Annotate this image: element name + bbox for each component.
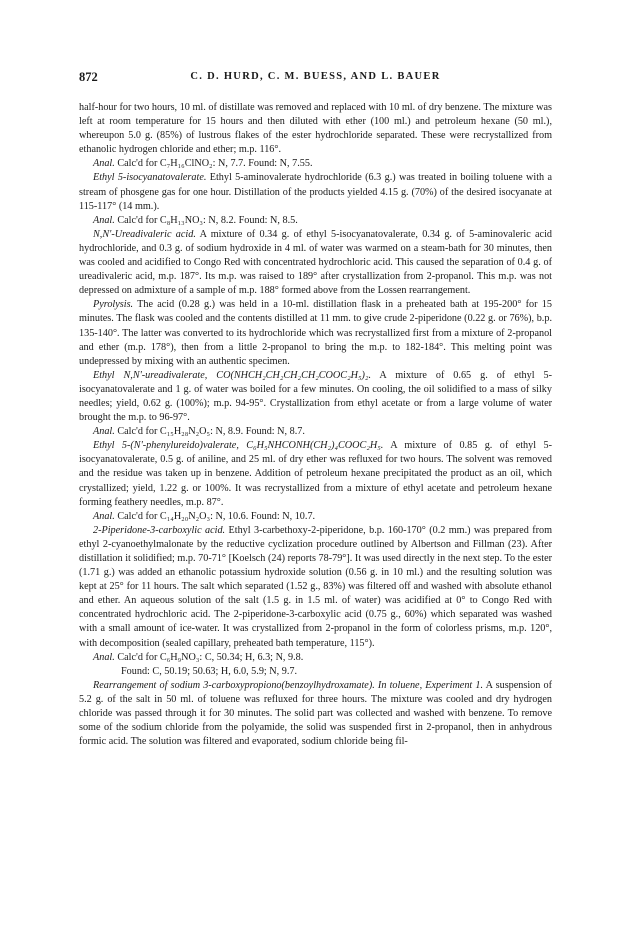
paragraph: Anal. Calc'd for C₁₄H₂₀N₂O₃: N, 10.6. Found: N, 10.7. [93,510,316,522]
paragraph: Found: C, 50.19; 50.63; H, 6.0, 5.9; N, 9.7. [121,665,298,677]
page-header [79,70,552,88]
paragraph: Pyrolysis. The acid (0.28 g.) was held in a 10-ml. distillation flask in a preheated bath at 195-200° for 15 minutes. The flask was cooled and the contents distilled at 11 mm. to give crude 2-piperidone (0.22 g. or 76%), b.p. 135-140°. The latter was converted to its hydrochloride which was recrystallized first from a mixture of 2-propanol and ether (m.p. 178°), then from a little 2-propanol to bring the m.p. to 182-184°. This melting point was undepressed by mixing with an authentic specimen. [79,299,552,367]
paragraph: Anal. Calc'd for C₆H₉NO₃: C, 50.34; H, 6.3; N, 9.8. [93,651,304,663]
paragraph: N,N'-Ureadivaleric acid. A mixture of 0.34 g. of ethyl 5-isocyanatovalerate, 0.34 g. of 5-aminovaleric acid hydrochloride, and 0.3 g. of sodium hydroxide in 4 ml. of water was warmed on a steam-bath for 30 minutes, then was cooled and acidified to Congo Red with concentrated hydrochloric acid. This caused the separation of 0.4 g. of ureadivaleric acid, m.p. 187°. Its m.p. was raised to 189° after crystallization from 2-propanol. This m.p. was not depressed on admixture of a sample of m.p. 188° formed above from the Lossen rearrangement. [79,228,553,297]
paragraph: half-hour for two hours, 10 ml. of distillate was removed and replaced with 10 ml. of dry benzene. The mixture was left at room temperature for 15 hours and then diluted with ether (100 ml.) and petroleum hexane (50 ml.), whereupon 5.0 g. (85%) of lustrous flakes of the ester hydrochloride separated. These were recrystallized from ethanolic hydrogen chloride and ether; m.p. 116°. [79,102,552,156]
page-number: 872 [79,70,98,84]
paragraph: Ethyl 5-(N'-phenylureido)valerate, C₆H₅NHCONH(CH₂)₄COOC₂H₅. A mixture of 0.85 g. of ethyl 5-isocyanatovalerate, 0.5 g. of aniline, and 25 ml. of dry ether was refluxed for two hours. The solvent was removed and the residue was taken up in benzene. Addition of petroleum hexane precipitated the product as an oil, which crystallized; yield, 1.22 g. or 100%. It was recrystallized from a mixture of ethyl acetate and petroleum hexane forming feathery needles, m.p. 87°. [79,440,552,508]
running-head: C. D. HURD, C. M. BUESS, AND L. BAUER [190,71,441,82]
paragraph: Ethyl 5-isocyanatovalerate. Ethyl 5-aminovalerate hydrochloride (6.3 g.) was treated in boiling toluene with a stream of phosgene gas for one hour. Distillation of the products yielded 4.15 g. (70%) of the desired isocyanate at 115-117° (14 mm.). [79,172,552,212]
paragraph: Ethyl N,N'-ureadivalerate, CO(NHCH₂CH₂CH₂CH₂COOC₂H₅)₂. A mixture of 0.65 g. of ethyl 5-isocyanatovalerate and 1 g. of water was boiled for a few minutes. On cooling, the oil solidified to a mass of silky needles; yield, 0.62 g. (100%); m.p. 94-95°. Crystallization from ethyl acetate or from a large volume of water brought the m.p. to 96-97°. [79,369,553,424]
paragraph: 2-Piperidone-3-carboxylic acid. Ethyl 3-carbethoxy-2-piperidone, b.p. 160-170° (0.2 mm.) was prepared from ethyl 2-cyanoethylmalonate by the reductive cyclization procedure outlined by Albertson and Fillman (23). After distillation it solidified; m.p. 70-71° [Koelsch (24) reports 78-79°]. It was used directly in the next step. To the ester (1.71 g.) was added an ethanolic potassium hydroxide solution (0.56 g. in 10 ml.) and the resulting solution was kept at 25° for 11 hours. The salt which separated (1.52 g., 83%) was filtered off and washed with absolute ethanol and ether. An aqueous solution of the salt (1.5 g. in 1.5 ml. of water) was acidified at 0° to Congo Red with concentrated hydrochloric acid. The 2-piperidone-3-carboxylic acid (0.75 g., 60%) which separated was washed with a small amount of ice-water. It was crystallized from 2-propanol in the form of colorless prisms, m.p. 120°, with decomposition (sealed capillary, preheated bath temperature, 115°). [79,524,552,649]
paragraph: Rearrangement of sodium 3-carboxypropiono(benzoylhydroxamate). In toluene, Experiment 1. A suspension of 5.2 g. of the salt in 50 ml. of toluene was refluxed for three hours. The mixture was cooled and dry hydrogen chloride was passed through it for 30 minutes. The solid part was collected and washed with benzene. To remove some of the sodium chloride from the polyamide, the solid was suspended first in 2-propanol, then in anhydrous formic acid. The solution was filtered and evaporated, sodium chloride being fil- [79,679,553,748]
paragraph: Anal. Calc'd for C₈H₁₃NO₃: N, 8.2. Found: N, 8.5. [93,214,298,226]
paragraph: Anal. Calc'd for C₇H₁₆ClNO₂: N, 7.7. Found: N, 7.55. [93,158,313,170]
body-text [79,101,552,749]
paragraph: Anal. Calc'd for C₁₅H₂₈N₂O₅: N, 8.9. Found: N, 8.7. [93,426,305,438]
